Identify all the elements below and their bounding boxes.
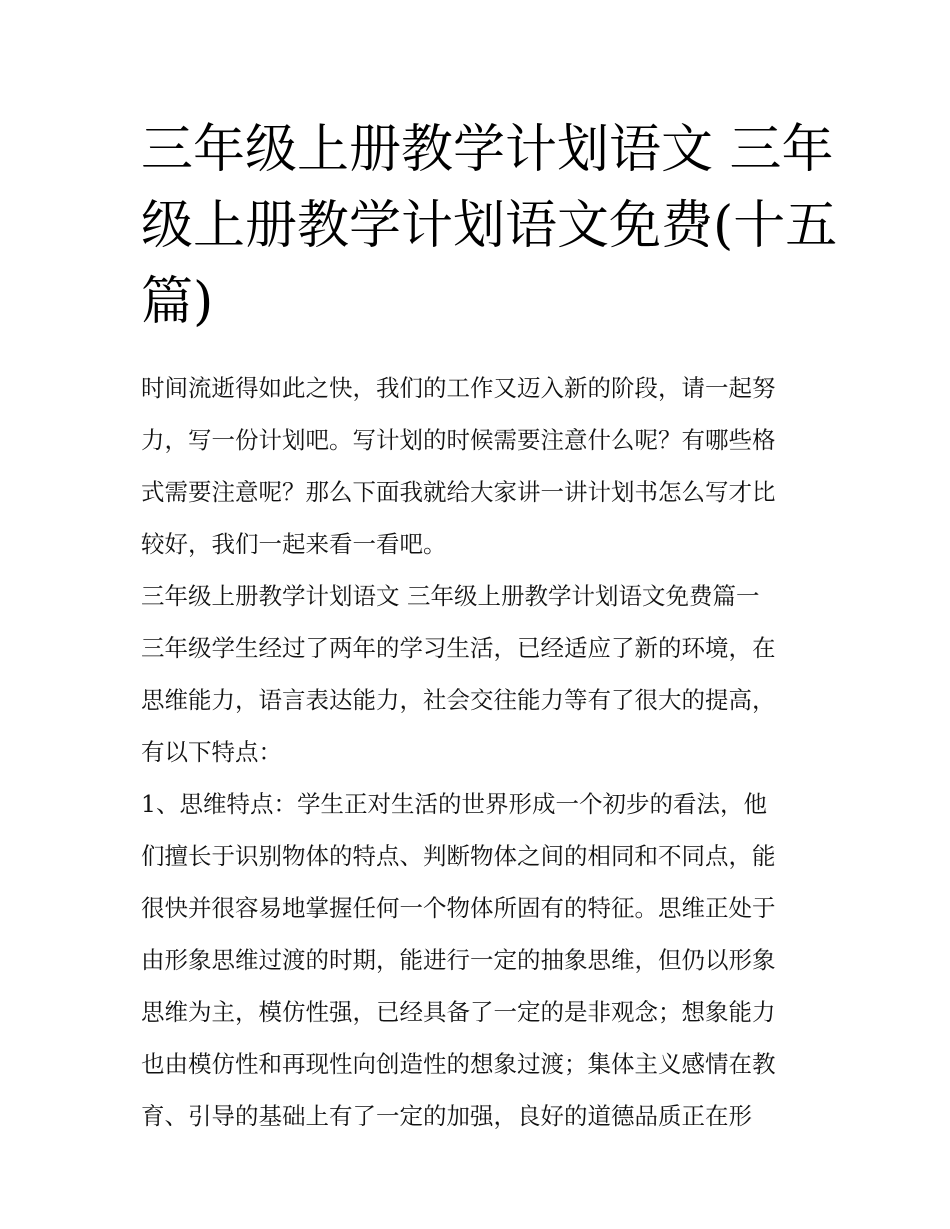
list-item-line: 很快并很容易地掌握任何一个物体所固有的特征。思维正处于 bbox=[141, 894, 776, 922]
list-item-line: 由形象思维过渡的时期，能进行一定的抽象思维，但仍以形象 bbox=[141, 946, 776, 974]
list-item-line: 思维为主，模仿性强，已经具备了一定的是非观念；想象能力 bbox=[141, 998, 776, 1026]
paragraph-line: 思维能力，语言表达能力，社会交往能力等有了很大的提高， bbox=[141, 686, 776, 714]
paragraph-line: 三年级学生经过了两年的学习生活，已经适应了新的环境，在 bbox=[141, 634, 776, 662]
list-item-line: 1、思维特点：学生正对生活的世界形成一个初步的看法，他 bbox=[141, 790, 767, 818]
title-line: 级上册教学计划语文免费(十五 bbox=[141, 196, 838, 256]
intro-line: 式需要注意呢？那么下面我就给大家讲一讲计划书怎么写才比 bbox=[141, 478, 776, 506]
list-item-line: 育、引导的基础上有了一定的加强，良好的道德品质正在形 bbox=[141, 1102, 752, 1130]
list-item-line: 们擅长于识别物体的特点、判断物体之间的相同和不同点，能 bbox=[141, 842, 776, 870]
paragraph-line: 有以下特点： bbox=[141, 738, 282, 766]
document-body bbox=[141, 368, 813, 1136]
document-title bbox=[141, 112, 838, 340]
intro-line: 较好，我们一起来看一看吧。 bbox=[141, 530, 447, 558]
title-line: 篇) bbox=[141, 272, 214, 332]
document-page bbox=[141, 112, 838, 1148]
intro-line: 时间流逝得如此之快，我们的工作又迈入新的阶段，请一起努 bbox=[141, 374, 776, 402]
list-item-line: 也由模仿性和再现性向创造性的想象过渡；集体主义感情在教 bbox=[141, 1050, 776, 1078]
section-heading: 三年级上册教学计划语文 三年级上册教学计划语文免费篇一 bbox=[141, 582, 760, 610]
intro-line: 力，写一份计划吧。写计划的时候需要注意什么呢？有哪些格 bbox=[141, 426, 776, 454]
title-line: 三年级上册教学计划语文 三年 bbox=[141, 120, 834, 180]
